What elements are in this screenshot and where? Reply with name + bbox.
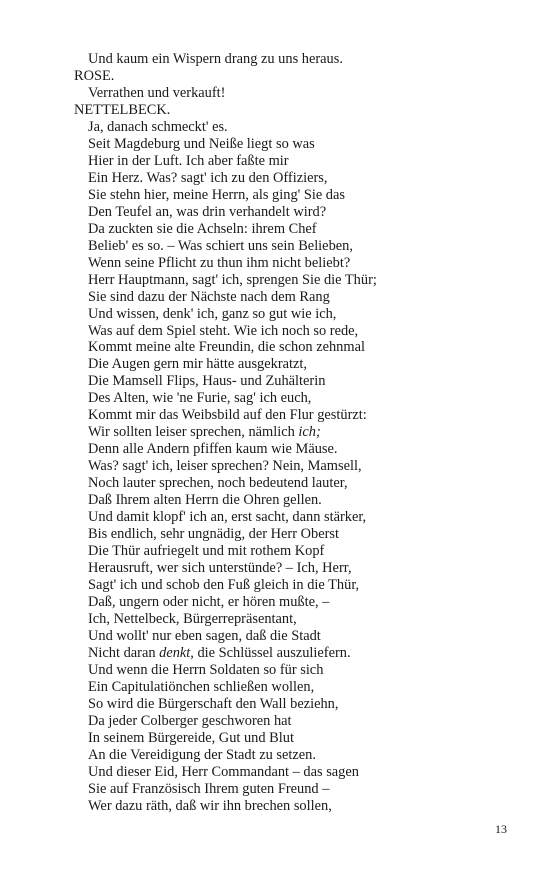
verse-text-block [74,51,514,815]
verse-line: Wenn seine Pflicht zu thun ihm nicht beliebt? [88,254,351,271]
verse-line: Den Teufel an, was drin verhandelt wird? [88,203,327,220]
verse-line: Die Augen gern mir hätte ausgekratzt, [88,356,307,373]
verse-line: Ein Herz. Was? sagt' ich zu den Offiziers, [88,169,328,186]
verse-line: Ein Capitulatiönchen schließen wollen, [88,678,315,695]
verse-line: Was auf dem Spiel steht. Wie ich noch so rede, [88,322,359,339]
verse-line: Ja, danach schmeckt' es. [88,118,228,135]
verse-line: Die Thür aufriegelt und mit rothem Kopf [88,543,325,560]
verse-line: Sie auf Französisch Ihrem guten Freund – [88,780,330,797]
verse-line: Wer dazu räth, daß wir ihn brechen sollen, [88,797,332,814]
verse-line: Sagt' ich und schob den Fuß gleich in die Thür, [88,577,360,594]
verse-line: Denn alle Andern pfiffen kaum wie Mäuse. [88,441,338,458]
verse-line: Des Alten, wie 'ne Furie, sag' ich euch, [88,390,312,407]
verse-line: Verrathen und verkauft! [88,84,226,101]
verse-line: Bis endlich, sehr ungnädig, der Herr Oberst [88,526,339,543]
verse-line: Daß, ungern oder nicht, er hören mußte, – [88,594,330,610]
verse-line: Herr Hauptmann, sagt' ich, sprengen Sie die Thür; [88,271,377,288]
speaker-name: NETTELBECK. [74,101,171,118]
verse-line [74,424,514,441]
verse-line: Da jeder Colberger geschworen hat [88,712,292,729]
verse-line: Da zuckten sie die Achseln: ihrem Chef [88,220,317,237]
verse-line: In seinem Bürgereide, Gut und Blut [88,729,294,746]
verse-text: Wir sollten leiser sprechen, nämlich [88,424,299,441]
verse-line: Und dieser Eid, Herr Commandant – das sagen [88,763,359,780]
verse-line: Was? sagt' ich, leiser sprechen? Nein, Mamsell, [88,458,362,475]
verse-line: Belieb' es so. – Was schiert uns sein Belieben, [88,237,353,254]
verse-line: Sie stehn hier, meine Herrn, als ging' Sie das [88,186,345,203]
verse-line [74,645,514,662]
verse-line: Die Mamsell Flips, Haus- und Zuhälterin [88,373,326,390]
verse-line: So wird die Bürgerschaft den Wall beziehn, [88,695,339,712]
emphasized-word: ich; [298,424,321,441]
verse-line: Seit Magdeburg und Neiße liegt so was [88,135,315,152]
verse-line: Herausruft, wer sich unterstünde? – Ich, Herr, [88,560,352,577]
verse-line: Sie sind dazu der Nächste nach dem Rang [88,288,330,305]
verse-line: Und wenn die Herrn Soldaten so für sich [88,661,324,678]
verse-line: Kommt meine alte Freundin, die schon zehnmal [88,339,365,356]
emphasized-word: denkt, [159,644,194,661]
page-number: 13 [495,822,507,836]
verse-line: An die Vereidigung der Stadt zu setzen. [88,746,316,763]
verse-line: Und kaum ein Wispern drang zu uns heraus. [88,51,343,67]
verse-line: Hier in der Luft. Ich aber faßte mir [88,152,289,169]
verse-line: Und wissen, denk' ich, ganz so gut wie ich, [88,305,337,322]
verse-text: die Schlüssel auszuliefern. [193,644,351,661]
verse-text: Nicht daran [88,644,160,661]
verse-line: Ich, Nettelbeck, Bürgerrepräsentant, [88,610,297,627]
verse-line: Und damit klopf' ich an, erst sacht, dann stärker, [88,509,367,526]
speaker-name: ROSE. [74,67,115,84]
verse-line: Und wollt' nur eben sagen, daß die Stadt [88,627,321,644]
verse-line: Kommt mir das Weibsbild auf den Flur gestürzt: [88,407,367,424]
verse-line: Noch lauter sprechen, noch bedeutend lauter, [88,475,348,492]
verse-line: Daß Ihrem alten Herrn die Ohren gellen. [88,492,322,509]
